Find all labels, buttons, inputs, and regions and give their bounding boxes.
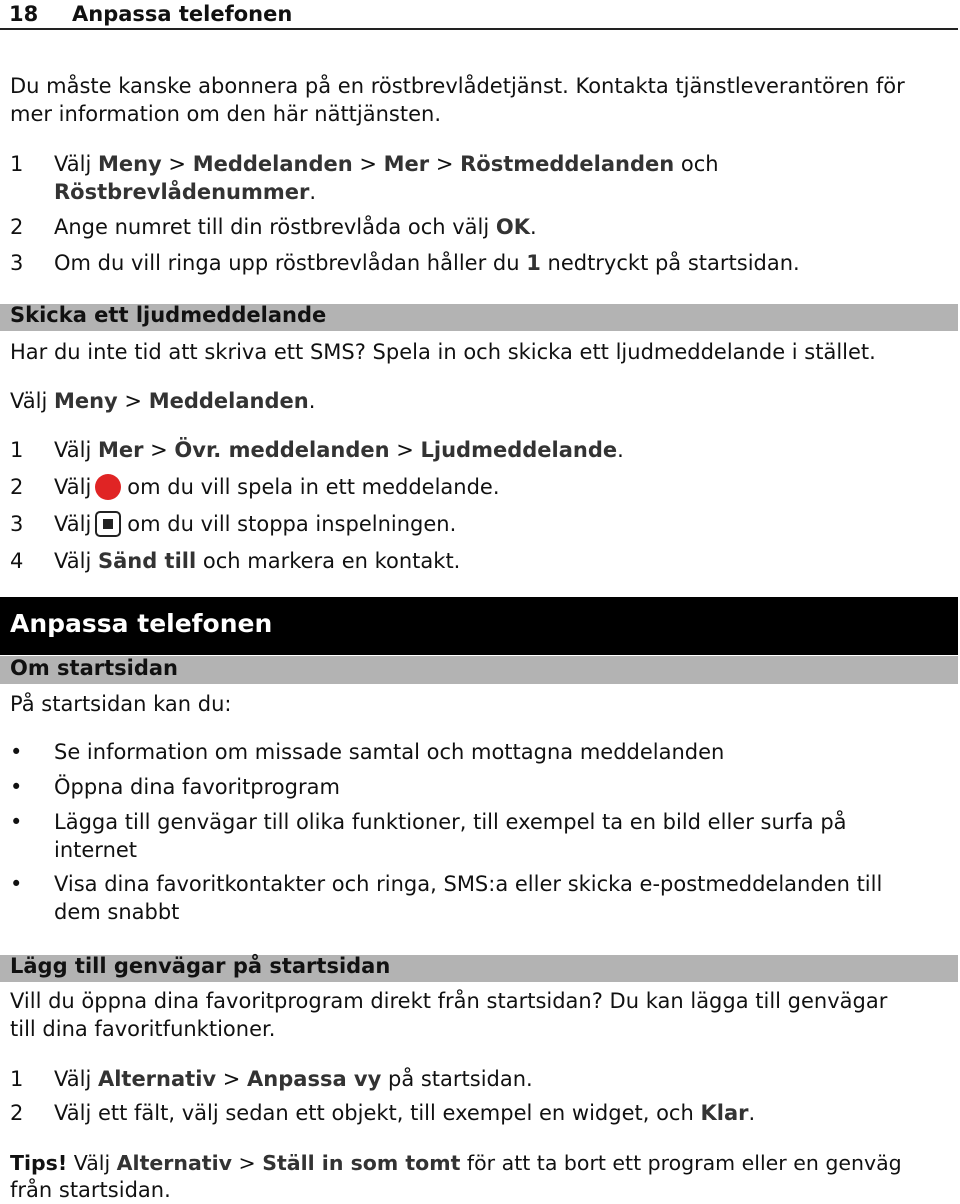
text: Välj	[54, 1067, 98, 1091]
bullet-icon: •	[10, 740, 23, 764]
menu-term: Meny	[97, 152, 162, 176]
step-text	[54, 510, 954, 538]
section-heading-text: Om startsidan	[10, 656, 178, 680]
chapter-title: Anpassa telefonen	[10, 609, 273, 638]
text: om du vill spela in ett meddelande.	[127, 475, 500, 499]
page-number: 18	[9, 2, 39, 26]
step-number: 4	[10, 549, 24, 573]
text: Ange numret till din röstbrevlåda och välj	[54, 215, 496, 239]
section-heading-text: Lägg till genvägar på startsidan	[10, 954, 391, 978]
step-text	[54, 213, 954, 241]
step-text	[54, 1065, 954, 1093]
menu-term: Anpassa vy	[247, 1067, 382, 1091]
text: .	[309, 180, 317, 204]
step-number: 2	[10, 1101, 24, 1125]
menu-term: Sänd till	[97, 549, 197, 573]
bullet-text: Se information om missade samtal och mottagna meddelanden	[54, 740, 725, 764]
step-text	[54, 249, 954, 277]
tip-line-2: från startsidan.	[10, 1178, 171, 1202]
home-intro: På startsidan kan du:	[10, 692, 232, 716]
text: .	[530, 215, 537, 239]
page-header	[0, 0, 958, 30]
text: och markera en kontakt.	[196, 549, 461, 573]
bullet-text: Öppna dina favoritprogram	[54, 775, 340, 799]
menu-term: OK	[495, 215, 531, 239]
menu-term: Alternativ	[116, 1151, 232, 1175]
shortcuts-intro-line-1: Vill du öppna dina favoritprogram direkt från startsidan? Du kan lägga till genvägar	[10, 989, 888, 1013]
step-number: 2	[10, 475, 24, 499]
menu-term: Meddelanden	[148, 389, 309, 413]
text: >	[352, 152, 384, 176]
menu-term: Mer	[383, 152, 430, 176]
bullet-text: Visa dina favoritkontakter och ringa, SMS:a eller skicka e-postmeddelanden till dem snabbt	[54, 872, 883, 924]
text: >	[117, 389, 149, 413]
text: Välj	[67, 1151, 117, 1175]
section-heading-home	[0, 656, 958, 684]
text: Välj ett fält, välj sedan ett objekt, till exempel en widget, och	[54, 1101, 701, 1125]
step-number: 3	[10, 512, 24, 536]
audio-select-line	[10, 387, 315, 415]
text: >	[143, 438, 175, 462]
text: Välj	[10, 389, 54, 413]
step-number: 3	[10, 251, 24, 275]
step-number: 2	[10, 215, 24, 239]
section-heading-audio	[0, 304, 958, 331]
text: Välj	[54, 512, 92, 536]
intro-line-2: mer information om den här nättjänsten.	[10, 102, 442, 126]
section-heading-shortcuts	[0, 955, 958, 982]
text: .	[617, 438, 624, 462]
stop-icon	[95, 511, 121, 537]
text: Om du vill ringa upp röstbrevlådan håller du	[54, 251, 527, 275]
step-number: 1	[10, 438, 24, 462]
bullet-text: Lägga till genvägar till olika funktioner, till exempel ta en bild eller surfa på internet	[54, 810, 847, 862]
menu-term: Ställ in som tomt	[262, 1151, 461, 1175]
text: .	[308, 389, 316, 413]
bullet-icon: •	[10, 775, 23, 799]
text: Välj	[54, 438, 98, 462]
text: och	[674, 152, 719, 176]
intro-line-1: Du måste kanske abonnera på en röstbrevlådetjänst. Kontakta tjänstleverantören för	[10, 74, 905, 98]
text: för att ta bort ett program eller en genväg	[460, 1151, 902, 1175]
tip-line-1	[10, 1149, 902, 1177]
menu-term: 1	[526, 251, 541, 275]
text: Välj	[54, 549, 98, 573]
step-number: 1	[10, 152, 24, 176]
step-text	[54, 436, 954, 464]
header-title: Anpassa telefonen	[72, 2, 293, 26]
text: nedtryckt på startsidan.	[540, 251, 800, 275]
menu-term: Röstmeddelanden	[460, 152, 675, 176]
text: på startsidan.	[381, 1067, 533, 1091]
menu-term: Mer	[97, 438, 144, 462]
record-icon	[95, 474, 121, 500]
menu-term: Meddelanden	[192, 152, 353, 176]
text: .	[748, 1101, 756, 1125]
step-text	[54, 1099, 954, 1127]
text: >	[216, 1067, 248, 1091]
shortcuts-intro-line-2: till dina favoritfunktioner.	[10, 1017, 276, 1041]
menu-term: Klar	[700, 1101, 749, 1125]
text: >	[232, 1151, 263, 1175]
text: om du vill stoppa inspelningen.	[127, 512, 457, 536]
text: >	[161, 152, 193, 176]
tip-label: Tips!	[10, 1151, 68, 1175]
step-text	[54, 473, 954, 501]
menu-term: Röstbrevlådenummer	[54, 180, 310, 204]
menu-term: Övr. meddelanden	[174, 438, 390, 462]
bullet-icon: •	[10, 810, 23, 834]
text: Välj	[54, 152, 98, 176]
bullet-icon: •	[10, 872, 23, 896]
step-text	[54, 150, 954, 178]
menu-term: Meny	[53, 389, 118, 413]
menu-term: Ljudmeddelande	[420, 438, 618, 462]
section-heading-text: Skicka ett ljudmeddelande	[10, 303, 327, 327]
menu-term: Alternativ	[97, 1067, 217, 1091]
chapter-heading	[0, 597, 958, 655]
step-text	[54, 547, 954, 575]
step-number: 1	[10, 1067, 24, 1091]
text: Välj	[54, 475, 92, 499]
step-text	[54, 178, 954, 206]
audio-intro: Har du inte tid att skriva ett SMS? Spela in och skicka ett ljudmeddelande i stället.	[10, 340, 876, 364]
text: >	[429, 152, 461, 176]
text: >	[389, 438, 421, 462]
